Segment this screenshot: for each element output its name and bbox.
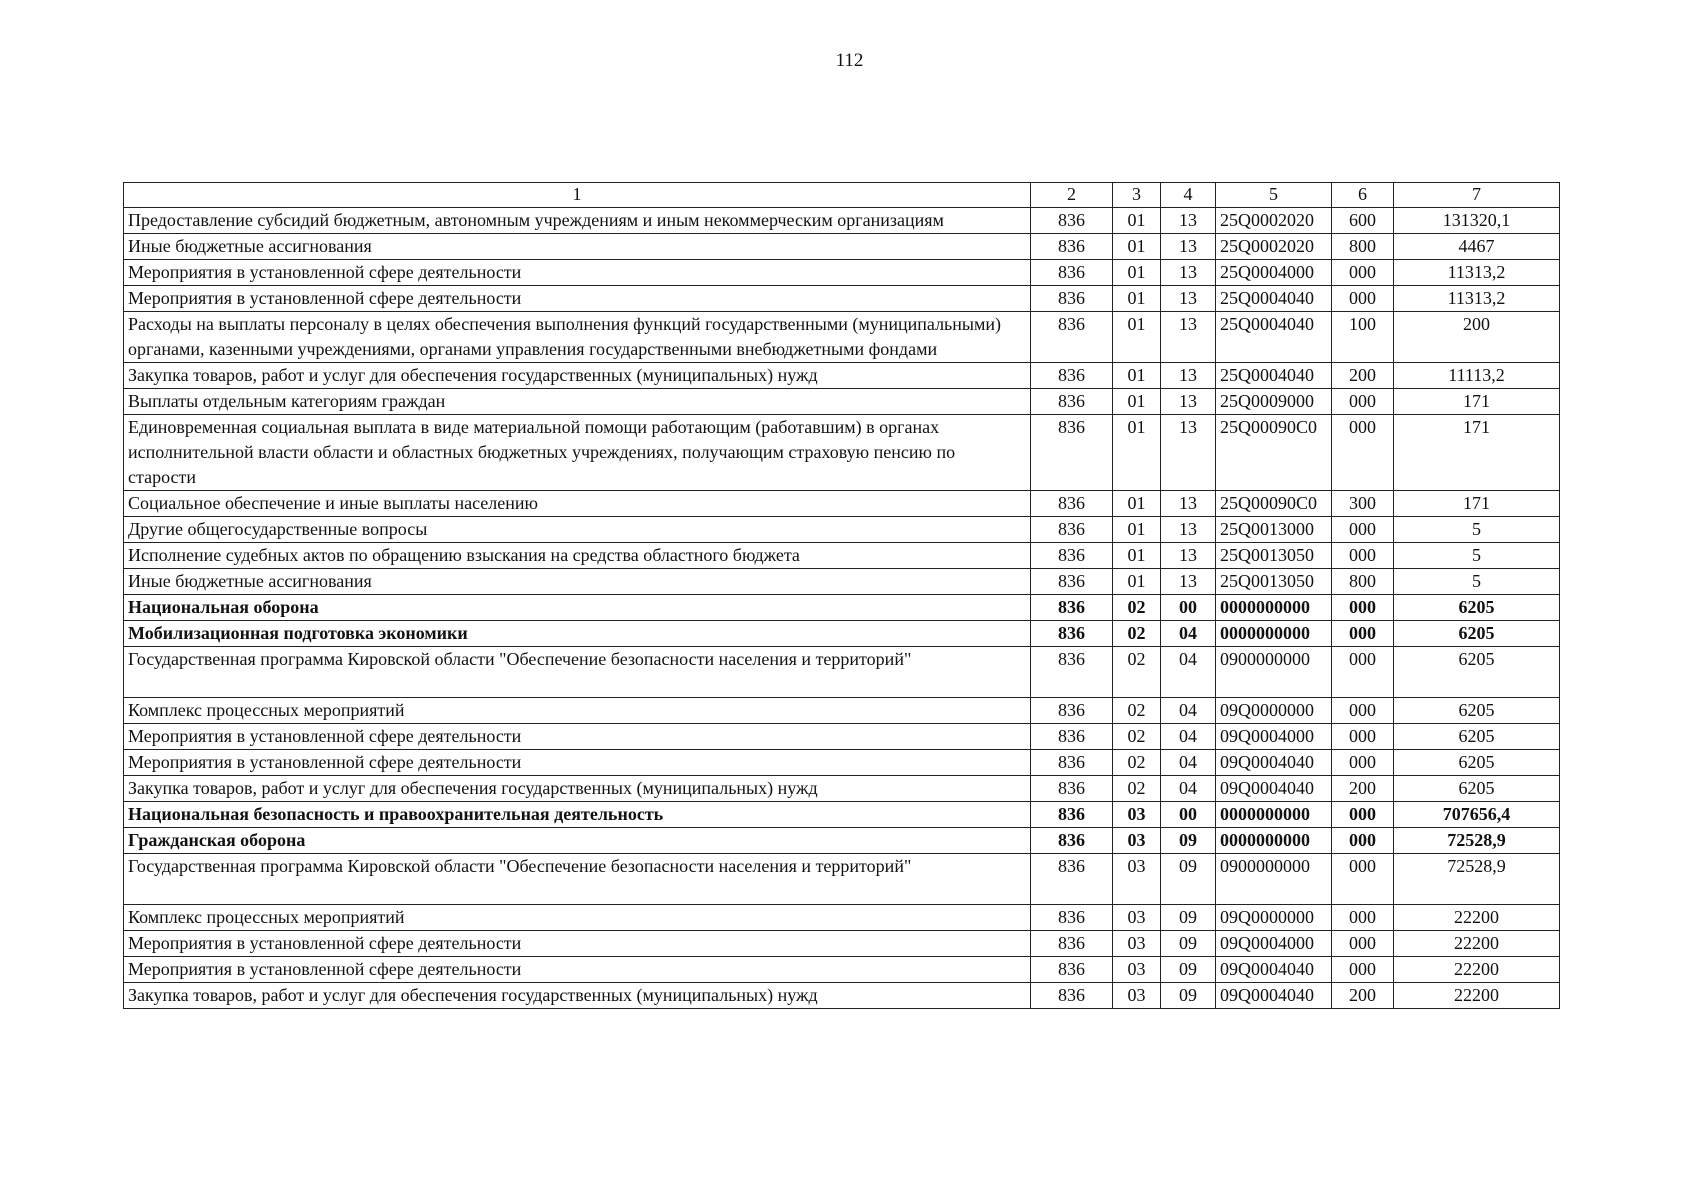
target-article-cell: 09Q0004040: [1216, 750, 1332, 776]
row-name-cell: Закупка товаров, работ и услуг для обеспечения государственных (муниципальных) нужд: [124, 776, 1031, 802]
section-code-cell: 01: [1113, 517, 1161, 543]
expense-type-cell: 200: [1332, 776, 1394, 802]
target-article-cell: 0900000000: [1216, 854, 1332, 905]
amount-cell: 200: [1394, 312, 1560, 363]
section-code-cell: 02: [1113, 595, 1161, 621]
target-article-cell: 25Q0002020: [1216, 234, 1332, 260]
table-row: [124, 750, 1560, 776]
target-article-cell: 09Q0000000: [1216, 905, 1332, 931]
row-name-cell: Другие общегосударственные вопросы: [124, 517, 1031, 543]
subsection-code-cell: 13: [1161, 543, 1216, 569]
expense-type-cell: 000: [1332, 415, 1394, 491]
table-row: [124, 517, 1560, 543]
admin-code-cell: 836: [1031, 595, 1113, 621]
table-row: [124, 957, 1560, 983]
admin-code-cell: 836: [1031, 415, 1113, 491]
subsection-code-cell: 13: [1161, 491, 1216, 517]
subsection-code-cell: 13: [1161, 208, 1216, 234]
table-row: [124, 931, 1560, 957]
subsection-code-cell: 04: [1161, 776, 1216, 802]
section-code-cell: 01: [1113, 415, 1161, 491]
admin-code-cell: 836: [1031, 802, 1113, 828]
target-article-cell: 25Q0004040: [1216, 363, 1332, 389]
admin-code-cell: 836: [1031, 828, 1113, 854]
admin-code-cell: 836: [1031, 363, 1113, 389]
admin-code-cell: 836: [1031, 312, 1113, 363]
section-code-cell: 03: [1113, 957, 1161, 983]
header-cell: 3: [1113, 183, 1161, 208]
table-row: [124, 260, 1560, 286]
amount-cell: 171: [1394, 389, 1560, 415]
admin-code-cell: 836: [1031, 776, 1113, 802]
amount-cell: 22200: [1394, 905, 1560, 931]
subsection-code-cell: 09: [1161, 983, 1216, 1009]
row-name-cell: Комплекс процессных мероприятий: [124, 698, 1031, 724]
target-article-cell: 0000000000: [1216, 621, 1332, 647]
table-row: [124, 389, 1560, 415]
section-code-cell: 01: [1113, 234, 1161, 260]
target-article-cell: 25Q0004000: [1216, 260, 1332, 286]
subsection-code-cell: 09: [1161, 828, 1216, 854]
admin-code-cell: 836: [1031, 621, 1113, 647]
target-article-cell: 09Q0004040: [1216, 776, 1332, 802]
row-name-cell: Социальное обеспечение и иные выплаты населению: [124, 491, 1031, 517]
amount-cell: 22200: [1394, 957, 1560, 983]
target-article-cell: 09Q0004040: [1216, 957, 1332, 983]
admin-code-cell: 836: [1031, 208, 1113, 234]
target-article-cell: 09Q0004000: [1216, 724, 1332, 750]
table-row: [124, 621, 1560, 647]
header-cell: 2: [1031, 183, 1113, 208]
amount-cell: 5: [1394, 543, 1560, 569]
table-row: [124, 312, 1560, 363]
expense-type-cell: 300: [1332, 491, 1394, 517]
section-code-cell: 01: [1113, 543, 1161, 569]
admin-code-cell: 836: [1031, 234, 1113, 260]
admin-code-cell: 836: [1031, 389, 1113, 415]
target-article-cell: 25Q0004040: [1216, 286, 1332, 312]
subsection-code-cell: 13: [1161, 260, 1216, 286]
amount-cell: 707656,4: [1394, 802, 1560, 828]
expense-type-cell: 000: [1332, 621, 1394, 647]
row-name-cell: Выплаты отдельным категориям граждан: [124, 389, 1031, 415]
table-row: [124, 647, 1560, 698]
expense-type-cell: 600: [1332, 208, 1394, 234]
section-code-cell: 01: [1113, 491, 1161, 517]
expense-type-cell: 000: [1332, 750, 1394, 776]
row-name-cell: Национальная безопасность и правоохранительная деятельность: [124, 802, 1031, 828]
table-row: [124, 802, 1560, 828]
expense-type-cell: 800: [1332, 234, 1394, 260]
row-name-cell: Иные бюджетные ассигнования: [124, 234, 1031, 260]
amount-cell: 6205: [1394, 724, 1560, 750]
target-article-cell: 25Q0013050: [1216, 569, 1332, 595]
row-name-cell: Исполнение судебных актов по обращению взыскания на средства областного бюджета: [124, 543, 1031, 569]
subsection-code-cell: 13: [1161, 312, 1216, 363]
admin-code-cell: 836: [1031, 569, 1113, 595]
section-code-cell: 03: [1113, 854, 1161, 905]
table-row: [124, 595, 1560, 621]
amount-cell: 11313,2: [1394, 286, 1560, 312]
subsection-code-cell: 04: [1161, 724, 1216, 750]
table-row: [124, 776, 1560, 802]
section-code-cell: 03: [1113, 802, 1161, 828]
expense-type-cell: 000: [1332, 957, 1394, 983]
section-code-cell: 02: [1113, 776, 1161, 802]
target-article-cell: 25Q0013000: [1216, 517, 1332, 543]
amount-cell: 6205: [1394, 647, 1560, 698]
table-row: [124, 569, 1560, 595]
row-name-cell: Государственная программа Кировской области "Обеспечение безопасности населения и территорий": [124, 854, 1031, 905]
section-code-cell: 01: [1113, 312, 1161, 363]
subsection-code-cell: 09: [1161, 957, 1216, 983]
expense-type-cell: 000: [1332, 595, 1394, 621]
admin-code-cell: 836: [1031, 724, 1113, 750]
expense-type-cell: 000: [1332, 286, 1394, 312]
expense-type-cell: 000: [1332, 802, 1394, 828]
table-row: [124, 491, 1560, 517]
subsection-code-cell: 09: [1161, 931, 1216, 957]
admin-code-cell: 836: [1031, 647, 1113, 698]
target-article-cell: 0900000000: [1216, 647, 1332, 698]
table-row: [124, 543, 1560, 569]
section-code-cell: 03: [1113, 983, 1161, 1009]
amount-cell: 6205: [1394, 750, 1560, 776]
admin-code-cell: 836: [1031, 957, 1113, 983]
target-article-cell: 25Q0004040: [1216, 312, 1332, 363]
row-name-cell: Закупка товаров, работ и услуг для обеспечения государственных (муниципальных) нужд: [124, 983, 1031, 1009]
amount-cell: 11313,2: [1394, 260, 1560, 286]
table-row: [124, 698, 1560, 724]
section-code-cell: 01: [1113, 208, 1161, 234]
subsection-code-cell: 13: [1161, 569, 1216, 595]
row-name-cell: Закупка товаров, работ и услуг для обеспечения государственных (муниципальных) нужд: [124, 363, 1031, 389]
row-name-cell: Единовременная социальная выплата в виде материальной помощи работающим (работавшим) в органах исполнительной власти области и областных бюджетных учреждениях, получающим страховую пенсию по старости: [124, 415, 1031, 491]
admin-code-cell: 836: [1031, 750, 1113, 776]
row-name-cell: Расходы на выплаты персоналу в целях обеспечения выполнения функций государственными (муниципальными) органами, казенными учреждениями, органами управления государственными внебюджетными фондами: [124, 312, 1031, 363]
subsection-code-cell: 04: [1161, 698, 1216, 724]
table-row: [124, 363, 1560, 389]
expense-type-cell: 000: [1332, 854, 1394, 905]
target-article-cell: 25Q0009000: [1216, 389, 1332, 415]
subsection-code-cell: 13: [1161, 389, 1216, 415]
section-code-cell: 02: [1113, 647, 1161, 698]
admin-code-cell: 836: [1031, 491, 1113, 517]
admin-code-cell: 836: [1031, 905, 1113, 931]
section-code-cell: 01: [1113, 389, 1161, 415]
section-code-cell: 02: [1113, 621, 1161, 647]
admin-code-cell: 836: [1031, 517, 1113, 543]
table-row: [124, 854, 1560, 905]
amount-cell: 11113,2: [1394, 363, 1560, 389]
amount-cell: 5: [1394, 569, 1560, 595]
target-article-cell: 25Q00090C0: [1216, 415, 1332, 491]
table-row: [124, 208, 1560, 234]
page-number: 112: [835, 50, 864, 71]
expense-type-cell: 000: [1332, 828, 1394, 854]
row-name-cell: Мобилизационная подготовка экономики: [124, 621, 1031, 647]
admin-code-cell: 836: [1031, 854, 1113, 905]
header-row: [124, 183, 1560, 208]
target-article-cell: 0000000000: [1216, 802, 1332, 828]
expense-type-cell: 000: [1332, 931, 1394, 957]
amount-cell: 22200: [1394, 931, 1560, 957]
target-article-cell: 09Q0004000: [1216, 931, 1332, 957]
section-code-cell: 02: [1113, 750, 1161, 776]
admin-code-cell: 836: [1031, 931, 1113, 957]
section-code-cell: 03: [1113, 828, 1161, 854]
subsection-code-cell: 13: [1161, 517, 1216, 543]
header-cell: 6: [1332, 183, 1394, 208]
row-name-cell: Государственная программа Кировской области "Обеспечение безопасности населения и территорий": [124, 647, 1031, 698]
admin-code-cell: 836: [1031, 260, 1113, 286]
row-name-cell: Мероприятия в установленной сфере деятельности: [124, 957, 1031, 983]
subsection-code-cell: 00: [1161, 595, 1216, 621]
row-name-cell: Предоставление субсидий бюджетным, автономным учреждениям и иным некоммерческим организациям: [124, 208, 1031, 234]
admin-code-cell: 836: [1031, 698, 1113, 724]
section-code-cell: 02: [1113, 698, 1161, 724]
section-code-cell: 01: [1113, 260, 1161, 286]
subsection-code-cell: 04: [1161, 621, 1216, 647]
amount-cell: 171: [1394, 415, 1560, 491]
subsection-code-cell: 13: [1161, 415, 1216, 491]
table-row: [124, 415, 1560, 491]
subsection-code-cell: 13: [1161, 286, 1216, 312]
table-body: [124, 208, 1560, 1009]
amount-cell: 22200: [1394, 983, 1560, 1009]
amount-cell: 5: [1394, 517, 1560, 543]
amount-cell: 6205: [1394, 621, 1560, 647]
section-code-cell: 01: [1113, 363, 1161, 389]
table-row: [124, 724, 1560, 750]
header-cell: 4: [1161, 183, 1216, 208]
expense-type-cell: 100: [1332, 312, 1394, 363]
table-row: [124, 983, 1560, 1009]
expense-type-cell: 000: [1332, 260, 1394, 286]
budget-table: [123, 182, 1560, 1009]
admin-code-cell: 836: [1031, 983, 1113, 1009]
section-code-cell: 01: [1113, 286, 1161, 312]
table-row: [124, 905, 1560, 931]
header-cell: 5: [1216, 183, 1332, 208]
section-code-cell: 03: [1113, 905, 1161, 931]
amount-cell: 72528,9: [1394, 828, 1560, 854]
expense-type-cell: 000: [1332, 698, 1394, 724]
section-code-cell: 01: [1113, 569, 1161, 595]
row-name-cell: Мероприятия в установленной сфере деятельности: [124, 286, 1031, 312]
amount-cell: 131320,1: [1394, 208, 1560, 234]
subsection-code-cell: 00: [1161, 802, 1216, 828]
amount-cell: 72528,9: [1394, 854, 1560, 905]
subsection-code-cell: 09: [1161, 854, 1216, 905]
subsection-code-cell: 13: [1161, 363, 1216, 389]
expense-type-cell: 000: [1332, 517, 1394, 543]
expense-type-cell: 800: [1332, 569, 1394, 595]
section-code-cell: 03: [1113, 931, 1161, 957]
subsection-code-cell: 13: [1161, 234, 1216, 260]
amount-cell: 6205: [1394, 776, 1560, 802]
row-name-cell: Гражданская оборона: [124, 828, 1031, 854]
row-name-cell: Национальная оборона: [124, 595, 1031, 621]
target-article-cell: 25Q00090C0: [1216, 491, 1332, 517]
row-name-cell: Мероприятия в установленной сфере деятельности: [124, 724, 1031, 750]
subsection-code-cell: 04: [1161, 647, 1216, 698]
expense-type-cell: 000: [1332, 905, 1394, 931]
expense-type-cell: 000: [1332, 724, 1394, 750]
expense-type-cell: 200: [1332, 363, 1394, 389]
admin-code-cell: 836: [1031, 543, 1113, 569]
expense-type-cell: 000: [1332, 647, 1394, 698]
table-row: [124, 286, 1560, 312]
amount-cell: 171: [1394, 491, 1560, 517]
expense-type-cell: 000: [1332, 543, 1394, 569]
row-name-cell: Комплекс процессных мероприятий: [124, 905, 1031, 931]
header-cell: 7: [1394, 183, 1560, 208]
row-name-cell: Иные бюджетные ассигнования: [124, 569, 1031, 595]
target-article-cell: 0000000000: [1216, 595, 1332, 621]
target-article-cell: 09Q0004040: [1216, 983, 1332, 1009]
row-name-cell: Мероприятия в установленной сфере деятельности: [124, 931, 1031, 957]
subsection-code-cell: 09: [1161, 905, 1216, 931]
amount-cell: 6205: [1394, 595, 1560, 621]
section-code-cell: 02: [1113, 724, 1161, 750]
target-article-cell: 0000000000: [1216, 828, 1332, 854]
amount-cell: 6205: [1394, 698, 1560, 724]
target-article-cell: 25Q0002020: [1216, 208, 1332, 234]
expense-type-cell: 200: [1332, 983, 1394, 1009]
admin-code-cell: 836: [1031, 286, 1113, 312]
header-cell: 1: [124, 183, 1031, 208]
expense-type-cell: 000: [1332, 389, 1394, 415]
table-row: [124, 828, 1560, 854]
row-name-cell: Мероприятия в установленной сфере деятельности: [124, 260, 1031, 286]
subsection-code-cell: 04: [1161, 750, 1216, 776]
table-row: [124, 234, 1560, 260]
target-article-cell: 25Q0013050: [1216, 543, 1332, 569]
amount-cell: 4467: [1394, 234, 1560, 260]
target-article-cell: 09Q0000000: [1216, 698, 1332, 724]
row-name-cell: Мероприятия в установленной сфере деятельности: [124, 750, 1031, 776]
